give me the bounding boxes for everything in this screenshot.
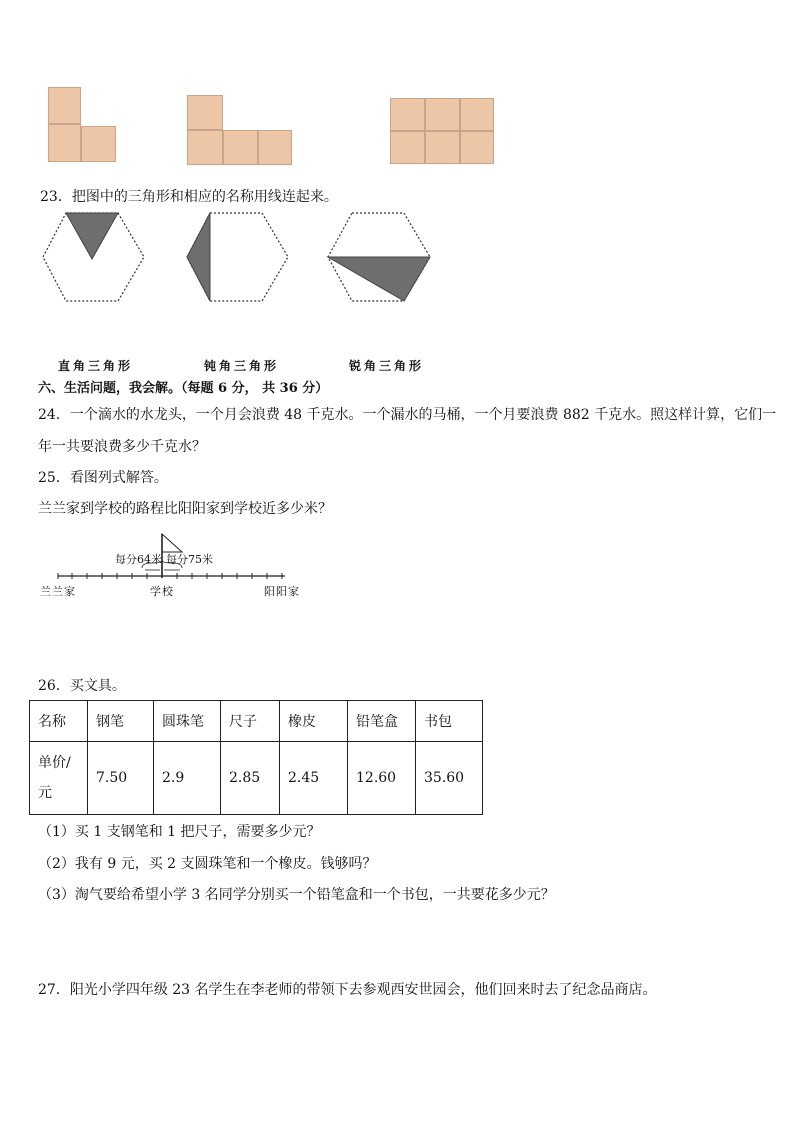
table-cell: 铅笔盒	[348, 701, 416, 742]
table-cell: 2.45	[280, 742, 348, 815]
place-school: 学校	[150, 585, 174, 598]
section-heading: 六、生活问题，我会解。（每题 6 分， 共 36 分）	[38, 381, 329, 396]
table-cell: 橡皮	[280, 701, 348, 742]
hexagon-figures	[40, 210, 440, 305]
q24-line2: 年一共要浪费多少千克水？	[38, 439, 206, 455]
label-acute-triangle: 锐角三角形	[349, 359, 425, 373]
table-header-row	[30, 701, 483, 742]
q26-sub2: （2）我有 9 元，买 2 支圆珠笔和一个橡皮。钱够吗？	[38, 856, 377, 872]
table-cell: 7.50	[88, 742, 154, 815]
table-cell: 12.60	[348, 742, 416, 815]
q27-text: 27．阳光小学四年级 23 名学生在李老师的带领下去参观西安世园会，他们回来时去了纪念品商店。	[38, 982, 657, 998]
place-lanlan-home: 兰兰家	[40, 585, 76, 598]
q25-text: 25．看图列式解答。	[38, 470, 168, 486]
table-cell: 钢笔	[88, 701, 154, 742]
q23-text: 23．把图中的三角形和相应的名称用线连起来。	[40, 189, 338, 205]
q24-line1: 24．一个滴水的水龙头，一个月会浪费 48 千克水。一个漏水的马桶，一个月要浪费 882 千克水。照这样计算，它们一	[38, 407, 777, 423]
row-label-line1: 单价/	[38, 755, 71, 771]
hexagon-1	[43, 213, 144, 301]
q26-sub1: （1）买 1 支钢笔和 1 把尺子，需要多少元？	[38, 824, 321, 840]
q26-text: 26．买文具。	[38, 678, 126, 694]
table-cell: 35.60	[416, 742, 483, 815]
table-cell: 名称	[30, 701, 88, 742]
q26-sub3: （3）淘气要给希望小学 3 名同学分别买一个铅笔盒和一个书包，一共要花多少元？	[38, 887, 555, 903]
place-yangyang-home: 阳阳家	[264, 585, 300, 598]
price-table	[29, 700, 483, 815]
table-cell	[30, 742, 88, 815]
hexagon-2	[187, 213, 288, 301]
table-cell: 书包	[416, 701, 483, 742]
table-cell: 圆珠笔	[154, 701, 221, 742]
q25-question: 兰兰家到学校的路程比阳阳家到学校近多少米？	[38, 501, 332, 517]
table-row	[30, 742, 483, 815]
label-right-triangle: 直角三角形	[58, 359, 134, 373]
row-label-line2: 元	[38, 785, 52, 801]
table-cell: 2.9	[154, 742, 221, 815]
table-cell: 尺子	[221, 701, 280, 742]
speed-label-right: 每分75米	[166, 553, 213, 566]
label-obtuse-triangle: 钝角三角形	[204, 359, 280, 373]
hexagon-3	[328, 213, 430, 301]
speed-label-left: 每分64米	[115, 553, 162, 566]
table-cell: 2.85	[221, 742, 280, 815]
